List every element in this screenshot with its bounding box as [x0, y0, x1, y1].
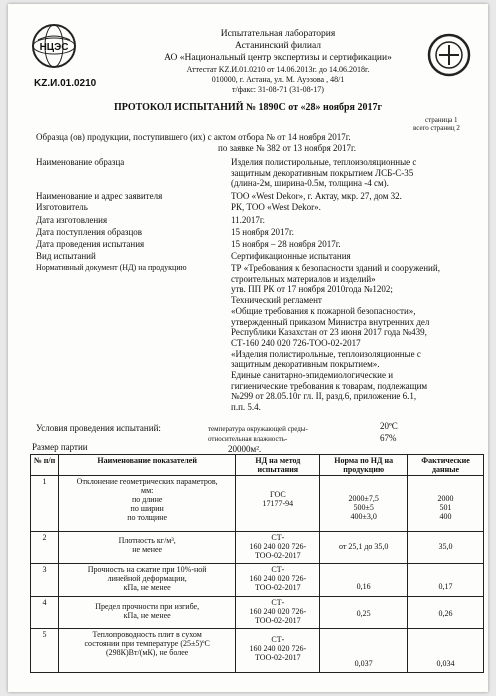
humidity-label: относительная влажность- — [208, 435, 288, 443]
table-row: 1 Отклонение геометрических параметров, мм: по длине по ширин по толщине ГОС 17177-94 2000±7,5 500±5 400±3,0 2000 501 400 — [31, 476, 484, 532]
results-table — [30, 454, 484, 673]
lab-name: Испытательная лаборатория — [220, 29, 336, 39]
col-header-actual: Фактические данные — [408, 455, 484, 476]
field-value-production-date: 11.2017г. — [231, 215, 265, 225]
certification-lab-logo — [426, 32, 472, 78]
humidity-value: 67% — [380, 433, 397, 443]
table-row: 5 Теплопроводность плит в сухом состоянии при температуре (25±5)ºС (298К)Вт/(мК), не более СТ- 160 240 020 726- ТОО-02-2017 0,037 0,034 — [31, 629, 484, 673]
center-name: АО «Национальный центр экспертизы и сертификации» — [164, 53, 392, 63]
table-header-row — [31, 455, 484, 476]
table-row: 3 Прочность на сжатие при 10%-ной линейной деформации, кПа, не менее СТ- 160 240 020 726- ТОО-02-2017 0,16 0,17 — [31, 564, 484, 597]
intro-line-1: Образца (ов) продукции, поступившего (их) с актом отбора № от 14 ноября 2017г. — [36, 132, 351, 142]
field-label-sample: Наименование образца — [36, 157, 125, 167]
batch-size-label: Размер партии — [32, 442, 88, 452]
col-header-method: НД на метод испытания — [236, 455, 320, 476]
page-total: всего страниц 2 — [413, 124, 460, 132]
nces-globe-logo — [30, 22, 78, 70]
phone-line: т/факс: 31-08-71 (31-08-17) — [232, 85, 324, 94]
protocol-page — [8, 4, 488, 692]
registration-number: KZ.И.01.0210 — [34, 78, 97, 89]
intro-line-2: по заявке № 382 от 13 ноября 2017г. — [218, 143, 356, 153]
col-header-number: № п/п — [31, 455, 59, 476]
logo-text: НЦЭС — [39, 42, 69, 53]
temperature-label: температура окружающей среды- — [208, 425, 308, 433]
col-header-indicator: Наименование показателей — [58, 455, 236, 476]
field-label-normative-doc: Нормативный документ (НД) на продукцию — [36, 263, 187, 272]
field-label-test-type: Вид испытаний — [36, 251, 96, 261]
field-value-applicant: ТОО «West Dekor», г. Актау, мкр. 27, дом 32. — [231, 191, 402, 201]
conditions-label: Условия проведения испытаний: — [36, 423, 161, 433]
attestat-line: Аттестат KZ.И.01.0210 от 14.06.2013г. до 14.06.2018г. — [186, 65, 370, 74]
field-value-test-type: Сертификационные испытания — [231, 251, 351, 261]
col-header-norm: Норма по НД на продукцию — [320, 455, 408, 476]
field-value-manufacturer: РК, ТОО «West Dekor». — [231, 202, 321, 212]
protocol-title: ПРОТОКОЛ ИСПЫТАНИЙ № 1890С от «28» ноября 2017г — [113, 102, 383, 113]
field-value-normative-doc: ТР «Требования к безопасности зданий и сооружений, строительных материалов и изделий» утв. ПП РК от 17 ноября 2010года №1202; Технический регламент «Общие требования к пожарной безопасности», утвержденный приказом Министра внутренних дел Республики Казахстан от 23 июня 2017 года №439, СТ-160 240 020 726-ТОО-02-2017 «Изделия полистирольные, теплоизоляционные с защитным декоративным покрытием». Единые санитарно-эпидемиологические и гигиенические требования к товарам, подлежащим №299 от 28.05.10г гл. II, разд.6, приложение 6.1, п.п. 5.4. — [231, 263, 440, 413]
field-label-receipt-date: Дата поступления образцов — [36, 227, 143, 237]
table-row: 2 Плотность кг/м³, не менее СТ- 160 240 020 726- ТОО-02-2017 от 25,1 до 35,0 35,0 — [31, 532, 484, 564]
table-row: 4 Предел прочности при изгибе, кПа, не менее СТ- 160 240 020 726- ТОО-02-2017 0,25 0,26 — [31, 597, 484, 629]
field-value-receipt-date: 15 ноября 2017г. — [231, 227, 294, 237]
address-line: 010000, г. Астана, ул. М. Ауэзова , 48/1 — [211, 75, 345, 84]
field-label-test-dates: Дата проведения испытания — [36, 239, 145, 249]
field-value-test-dates: 15 ноября – 28 ноября 2017г. — [231, 239, 341, 249]
field-value-sample: Изделия полистирольные, теплоизоляционные с защитным декоративным покрытием ЛСБ-С-35 (длина-2м, ширина-0.5м, толщина -4 см). — [231, 157, 417, 189]
page-number: страница 1 — [425, 116, 458, 124]
field-label-applicant: Наименование и адрес заявителя — [36, 191, 163, 201]
field-label-manufacturer: Изготовитель — [36, 202, 88, 212]
temperature-value: 20ºС — [380, 421, 398, 431]
batch-size-value: 20000м². — [228, 444, 262, 454]
field-label-production-date: Дата изготовления — [36, 215, 108, 225]
branch-name: Астанинский филиал — [234, 41, 322, 51]
